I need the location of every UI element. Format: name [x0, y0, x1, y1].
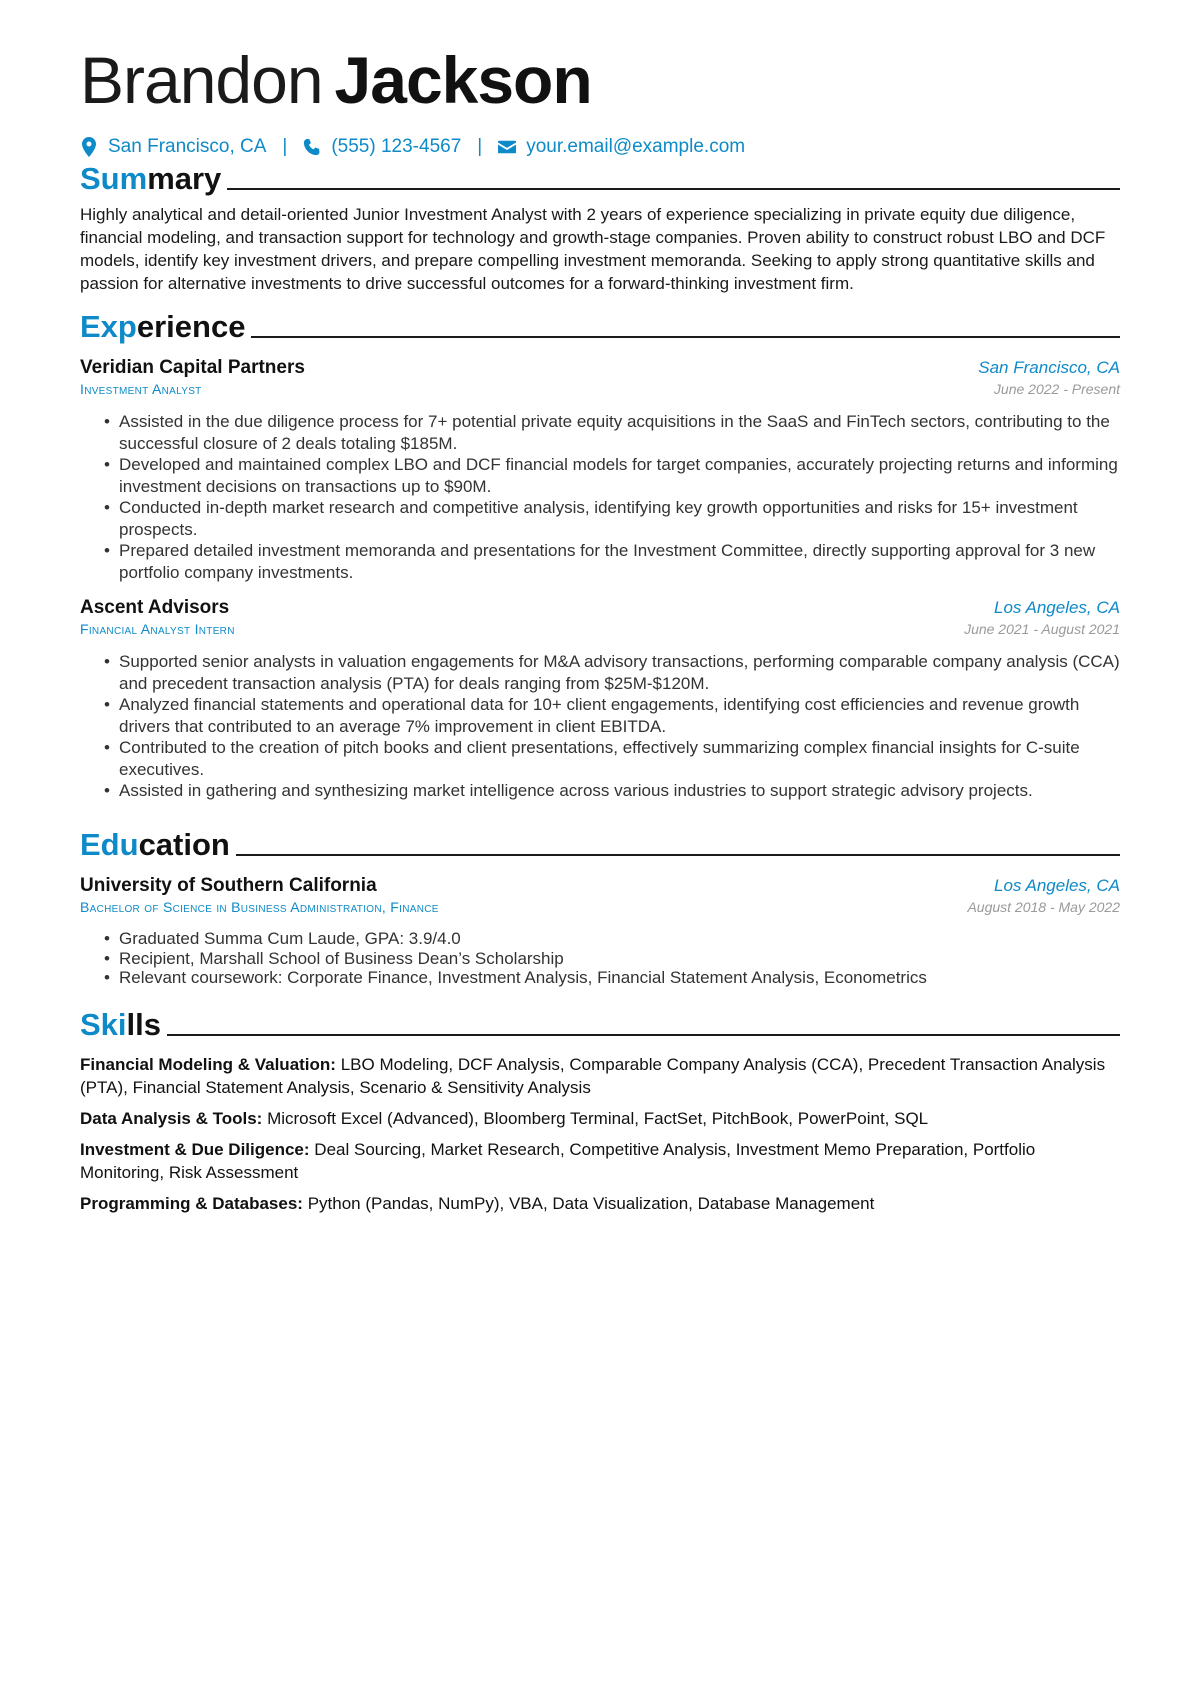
section-header [80, 157, 1120, 197]
skill-group-items: Microsoft Excel (Advanced), Bloomberg Terminal, FactSet, PitchBook, PowerPoint, SQL [267, 1109, 929, 1128]
skill-group [80, 1053, 1120, 1099]
phone-icon [303, 137, 321, 157]
employer-name: Veridian Capital Partners [80, 357, 305, 378]
list-item: • Graduated Summa Cum Laude, GPA: 3.9/4.0 [80, 929, 1120, 949]
summary-section [80, 157, 1120, 295]
contact-email[interactable] [498, 136, 745, 158]
job-title: Financial Analyst Intern [80, 621, 235, 637]
section-header [80, 1003, 1120, 1043]
bullet-list [80, 651, 1120, 802]
experience-entry [80, 357, 1120, 583]
section-title: Skills [80, 1007, 161, 1042]
email-link[interactable]: your.email@example.com [526, 136, 746, 157]
skill-group [80, 1107, 1120, 1130]
envelope-icon [498, 137, 516, 157]
section-header [80, 823, 1120, 863]
contact-separator: | [477, 136, 483, 157]
list-item: • Conducted in-depth market research and competitive analysis, identifying key growth opportunities and risks for 15+ investment prospects. [80, 497, 1120, 540]
section-title: Education [80, 827, 230, 862]
entry-dates: June 2022 - Present [993, 381, 1120, 397]
list-item: • Contributed to the creation of pitch books and client presentations, effectively summarizing complex financial insights for C-suite executives. [80, 737, 1120, 780]
list-item: • Prepared detailed investment memoranda and presentations for the Investment Committee, directly supporting approval for 3 new portfolio company investments. [80, 540, 1120, 583]
section-divider [167, 1034, 1120, 1036]
bullet-list [80, 411, 1120, 583]
entry-dates: August 2018 - May 2022 [967, 899, 1120, 915]
list-item: • Developed and maintained complex LBO and DCF financial models for target companies, accurately projecting returns and informing investment decisions on transactions up to $90M. [80, 454, 1120, 497]
list-item: • Assisted in the due diligence process for 7+ potential private equity acquisitions in the SaaS and FinTech sectors, contributing to the successful closure of 2 deals totaling $185M. [80, 411, 1120, 454]
last-name: Jackson [334, 43, 592, 117]
skill-group [80, 1138, 1120, 1184]
skill-group-label: Data Analysis & Tools: [80, 1109, 263, 1128]
skill-group-label: Programming & Databases: [80, 1194, 303, 1213]
entry-location: San Francisco, CA [978, 358, 1120, 377]
skill-group [80, 1192, 1120, 1215]
section-title: Experience [80, 309, 246, 344]
entry-location: Los Angeles, CA [994, 598, 1120, 617]
contact-location [80, 136, 266, 158]
location-text: San Francisco, CA [108, 136, 267, 157]
list-item: • Relevant coursework: Corporate Finance, Investment Analysis, Financial Statement Analysis, Econometrics [80, 968, 1120, 988]
list-item: • Analyzed financial statements and operational data for 10+ client engagements, identifying cost efficiencies and revenue growth drivers that contributed to an average 7% improvement in client EBITDA. [80, 694, 1120, 737]
section-header [80, 305, 1120, 345]
skill-group-items: Deal Sourcing, Market Research, Competitive Analysis, Investment Memo Preparation, Portfolio Monitoring, Risk Assessment [80, 1140, 1036, 1182]
skill-group-items: LBO Modeling, DCF Analysis, Comparable Company Analysis (CCA), Precedent Transaction Analysis (PTA), Financial Statement Analysis, Scenario & Sensitivity Analysis [80, 1055, 1106, 1097]
skill-group-label: Financial Modeling & Valuation: [80, 1055, 336, 1074]
degree-title: Bachelor of Science in Business Administration, Finance [80, 899, 439, 915]
summary-text: Highly analytical and detail-oriented Junior Investment Analyst with 2 years of experience specializing in private equity due diligence, financial modeling, and transaction support for technology and growth-stage companies. Proven ability to construct robust LBO and DCF models, identify key investment drivers, and prepare compelling investment memoranda. Seeking to apply strong quantitative skills and passion for alternative investments to drive successful outcomes for a forward-thinking investment firm. [80, 205, 1106, 293]
contact-separator: | [282, 136, 288, 157]
experience-entry [80, 597, 1120, 802]
first-name: Brandon [80, 43, 323, 117]
section-divider [251, 336, 1120, 338]
contact-phone [303, 136, 461, 158]
list-item: • Supported senior analysts in valuation engagements for M&A advisory transactions, performing comparable company analysis (CCA) and precedent transaction analysis (PTA) for deals ranging from $25M-$120M. [80, 651, 1120, 694]
section-divider [227, 188, 1120, 190]
education-entry [80, 875, 1120, 988]
skill-group-label: Investment & Due Diligence: [80, 1140, 310, 1159]
section-divider [236, 854, 1120, 856]
bullet-list [80, 929, 1120, 988]
candidate-name [80, 40, 592, 120]
entry-location: Los Angeles, CA [994, 876, 1120, 895]
section-title: Summary [80, 161, 222, 196]
list-item: • Recipient, Marshall School of Business Dean’s Scholarship [80, 949, 1120, 969]
school-name: University of Southern California [80, 875, 377, 896]
skills-section [80, 1003, 1120, 1215]
list-item: • Assisted in gathering and synthesizing market intelligence across various industries to support strategic advisory projects. [80, 780, 1120, 802]
entry-dates: June 2021 - August 2021 [964, 621, 1120, 637]
education-section [80, 823, 1120, 988]
map-pin-icon [80, 137, 98, 157]
employer-name: Ascent Advisors [80, 597, 230, 618]
job-title: Investment Analyst [80, 381, 202, 397]
experience-section [80, 305, 1120, 802]
phone-text: (555) 123-4567 [331, 136, 462, 157]
skill-group-items: Python (Pandas, NumPy), VBA, Data Visualization, Database Management [307, 1194, 875, 1213]
